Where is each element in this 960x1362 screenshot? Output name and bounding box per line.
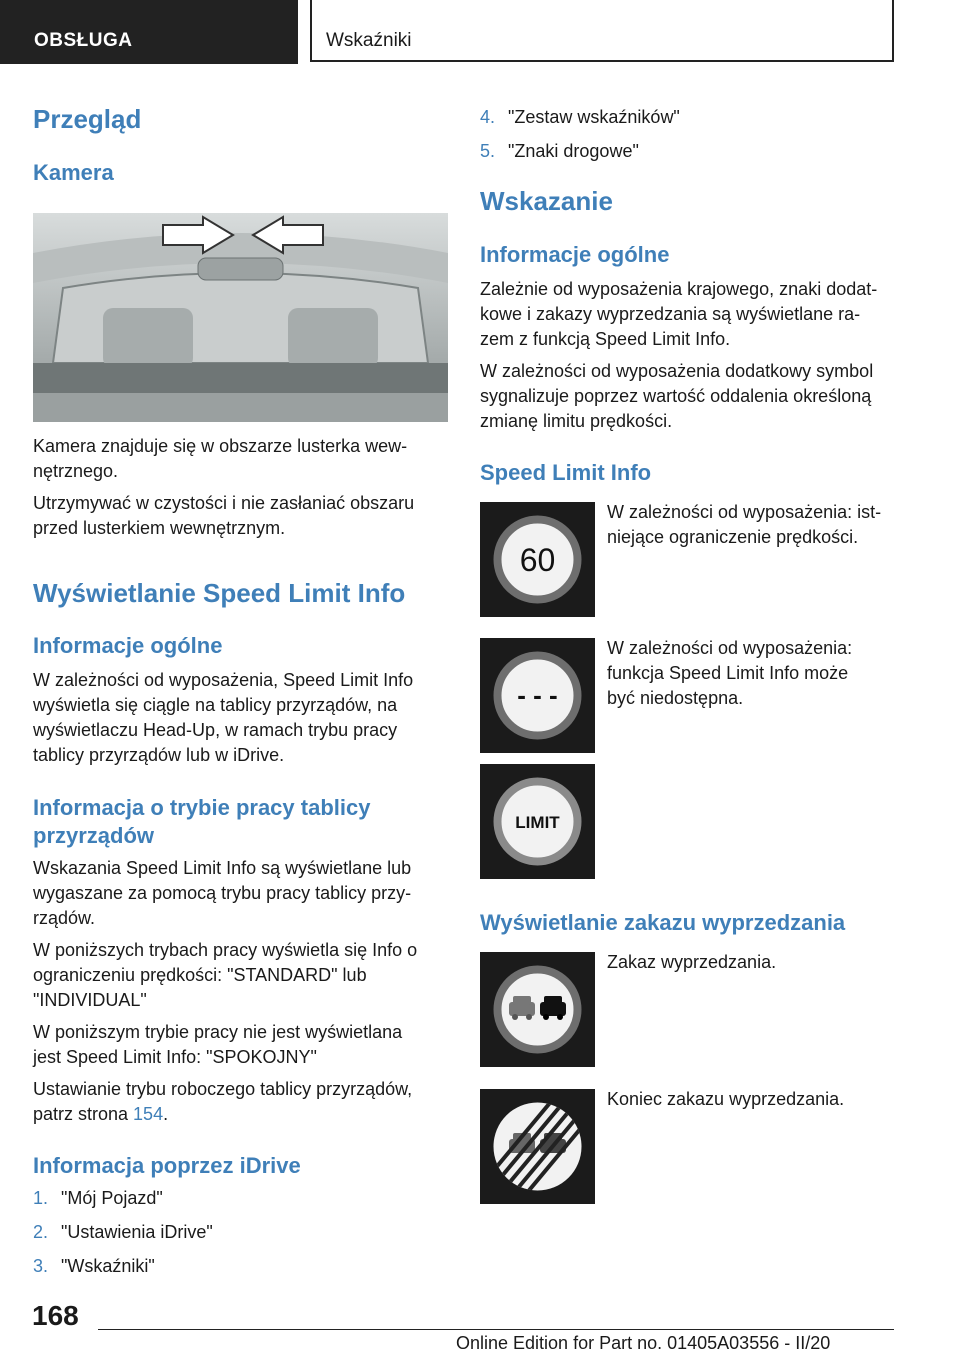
chapter-label: Wskaźniki: [326, 30, 412, 51]
steps-list-right: [480, 105, 680, 164]
sign-limit-value: LIMIT: [515, 813, 560, 832]
general-heading-right: Informacje ogólne: [480, 242, 670, 267]
step-text: "Mój Pojazd": [61, 1188, 163, 1208]
step-number: 1.: [33, 1188, 49, 1208]
section-label: OBSŁUGA: [34, 30, 133, 51]
page-link-154[interactable]: 154: [133, 1104, 164, 1124]
step-3: [33, 1254, 213, 1279]
step-1: [33, 1186, 213, 1211]
step-text: "Wskaźniki": [61, 1256, 155, 1276]
general-text-right-1: Zależnie od wyposażenia krajowego, znaki dodat- kowe i zakazy wyprzedzania są wyświetlane ra- zem z funkcją Speed Limit Info.: [480, 279, 878, 349]
sli-heading: Speed Limit Info: [480, 460, 652, 485]
no-overtaking-sign: [480, 952, 595, 1067]
step-text: "Znaki drogowe": [508, 141, 639, 161]
limit-sign: [480, 764, 595, 879]
step-number: 2.: [33, 1222, 49, 1242]
footer-divider: [98, 1329, 894, 1330]
no-overtake-text: Zakaz wyprzedzania.: [607, 952, 777, 972]
mode-text-3: W poniższym trybie pracy nie jest wyświetlana jest Speed Limit Info: "SPOKOJNY": [33, 1022, 403, 1067]
edition-note: Online Edition for Part no. 01405A03556 - II/20: [456, 1333, 831, 1353]
general-text-right-2: W zależności od wyposażenia dodatkowy symbol sygnalizuje poprzez wartość oddalenia określoną zmianę limitu prędkości.: [480, 361, 874, 431]
camera-location-image: [33, 213, 448, 422]
mode-text-2: W poniższych trybach pracy wyświetla się Info o ograniczeniu prędkości: "STANDARD" lub "INDIVIDUAL": [33, 940, 418, 1010]
speed-limit-60-sign: [480, 502, 595, 617]
chapter-tab: [310, 0, 894, 62]
step-number: 4.: [480, 107, 496, 127]
mode-text-4-a: Ustawianie trybu roboczego tablicy przyrządów, patrz strona: [33, 1079, 413, 1124]
indication-heading: Wskazanie: [480, 186, 613, 216]
page-title: Przegląd: [33, 104, 142, 134]
end-no-overtaking-sign: [480, 1089, 595, 1204]
mode-text-4: [33, 1077, 453, 1127]
sign-60-text: W zależności od wyposażenia: ist- niejące ograniczenie prędkości.: [607, 502, 882, 547]
section-tab: [0, 0, 298, 64]
step-text: "Ustawienia iDrive": [61, 1222, 213, 1242]
sign-dashes-text: W zależności od wyposażenia: funkcja Speed Limit Info może być niedostępna.: [607, 638, 853, 708]
speed-limit-unavailable-sign: [480, 638, 595, 753]
car-interior-illustration: [33, 213, 448, 422]
display-heading: Wyświetlanie Speed Limit Info: [33, 578, 406, 608]
mode-text-4-b: .: [163, 1104, 169, 1124]
step-number: 5.: [480, 141, 496, 161]
step-5: [480, 139, 680, 164]
camera-heading: Kamera: [33, 160, 114, 185]
step-4: [480, 105, 680, 130]
page-number: 168: [32, 1300, 79, 1331]
mode-heading: Informacja o trybie pracy tablicy przyrządów: [33, 795, 371, 848]
step-number: 3.: [33, 1256, 49, 1276]
general-heading-left: Informacje ogólne: [33, 633, 223, 658]
camera-text-1: Kamera znajduje się w obszarze lusterka wew- nętrznego.: [33, 436, 408, 481]
step-text: "Zestaw wskaźników": [508, 107, 680, 127]
steps-list-left: [33, 1186, 213, 1279]
general-text-left: W zależności od wyposażenia, Speed Limit Info wyświetla się ciągle na tablicy przyrządów, na wyświetlaczu Head-Up, w ramach trybu pracy tablicy przyrządów lub w iDrive.: [33, 670, 414, 765]
camera-text-2: Utrzymywać w czystości i nie zasłaniać obszaru przed lusterkiem wewnętrznym.: [33, 493, 415, 538]
sign-60-value: 60: [519, 542, 556, 578]
overtake-heading: Wyświetlanie zakazu wyprzedzania: [480, 910, 846, 935]
step-2: [33, 1220, 213, 1245]
idrive-heading: Informacja poprzez iDrive: [33, 1153, 301, 1178]
mode-text-1: Wskazania Speed Limit Info są wyświetlane lub wygaszane za pomocą trybu pracy tablicy przy- rządów.: [33, 858, 412, 928]
sign-dashes-value: - - -: [517, 680, 558, 710]
end-no-overtake-text: Koniec zakazu wyprzedzania.: [607, 1089, 845, 1109]
